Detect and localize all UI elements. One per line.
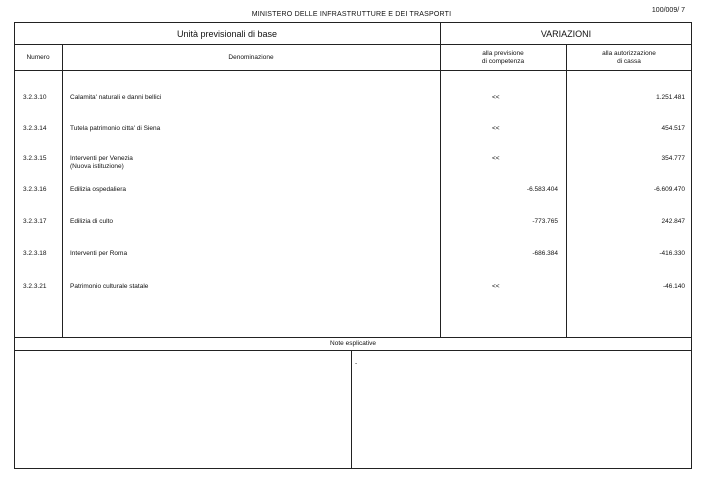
notes-title: Note esplicative (330, 340, 376, 347)
row-1-cassa: 1.251.481 (656, 94, 685, 101)
row-2-cassa: 454.517 (661, 125, 685, 132)
row-5-denominazione: Edilizia di culto (70, 218, 113, 225)
col-divider-variazioni (440, 22, 441, 337)
row-7-competenza: << (492, 283, 500, 290)
row-5-numero: 3.2.3.17 (23, 218, 47, 225)
document-code: 100/009/ 7 (651, 7, 685, 14)
notes-title-divider (14, 350, 692, 351)
row-1-numero: 3.2.3.10 (23, 94, 47, 101)
row-3-cassa: 354.777 (661, 155, 685, 162)
row-1-denominazione: Calamita' naturali e danni bellici (70, 94, 162, 101)
row-4-denominazione: Edilizia ospedaliera (70, 186, 127, 193)
row-2-competenza: << (492, 125, 500, 132)
row-4-competenza: -6.583.404 (526, 186, 558, 193)
ministry-title: MINISTERO DELLE INFRASTRUTTURE E DEI TRASPORTI (251, 11, 452, 18)
col-header-competenza-line2: di competenza (481, 58, 525, 65)
row-2-numero: 3.2.3.14 (23, 125, 47, 132)
row-6-competenza: -686.384 (532, 250, 558, 257)
row-5-cassa: 242.847 (661, 218, 685, 225)
group-header-variazioni: VARIAZIONI (540, 29, 592, 39)
row-4-numero: 3.2.3.16 (23, 186, 47, 193)
col-header-denominazione: Denominazione (228, 54, 274, 61)
col-divider-numero (62, 44, 63, 337)
row-6-denominazione: Interventi per Roma (70, 250, 128, 257)
col-header-cassa (566, 50, 692, 66)
row-5-competenza: -773.765 (532, 218, 558, 225)
row-3-competenza: << (492, 155, 500, 162)
row-6-cassa: -416.330 (659, 250, 685, 257)
notes-divider (351, 350, 352, 469)
row-3-denominazione (70, 155, 133, 171)
col-header-cassa-line2: di cassa (617, 58, 641, 65)
header-divider-2 (14, 70, 692, 71)
row-4-cassa: -6.609.470 (653, 186, 685, 193)
row-7-numero: 3.2.3.21 (23, 283, 47, 290)
row-2-denominazione: Tutela patrimonio citta' di Siena (70, 125, 161, 132)
table-bottom-divider (14, 337, 692, 338)
row-7-denominazione: Patrimonio culturale statale (70, 283, 149, 290)
group-header-unita: Unità previsionali di base (176, 29, 278, 39)
row-3-denominazione-line2: (Nuova istituzione) (70, 163, 124, 170)
col-header-numero: Numero (26, 54, 50, 61)
row-1-competenza: << (492, 94, 500, 101)
row-3-numero: 3.2.3.15 (23, 155, 47, 162)
col-header-competenza (440, 50, 566, 66)
col-header-cassa-line1: alla autorizzazione (602, 50, 656, 57)
row-3-denominazione-line1: Interventi per Venezia (70, 155, 133, 162)
col-header-competenza-line1: alla previsione (482, 50, 524, 57)
main-table-frame (14, 22, 692, 469)
notes-mark: - (355, 360, 358, 367)
row-7-cassa: -46.140 (662, 283, 685, 290)
row-6-numero: 3.2.3.18 (23, 250, 47, 257)
header-divider-1 (14, 44, 692, 45)
